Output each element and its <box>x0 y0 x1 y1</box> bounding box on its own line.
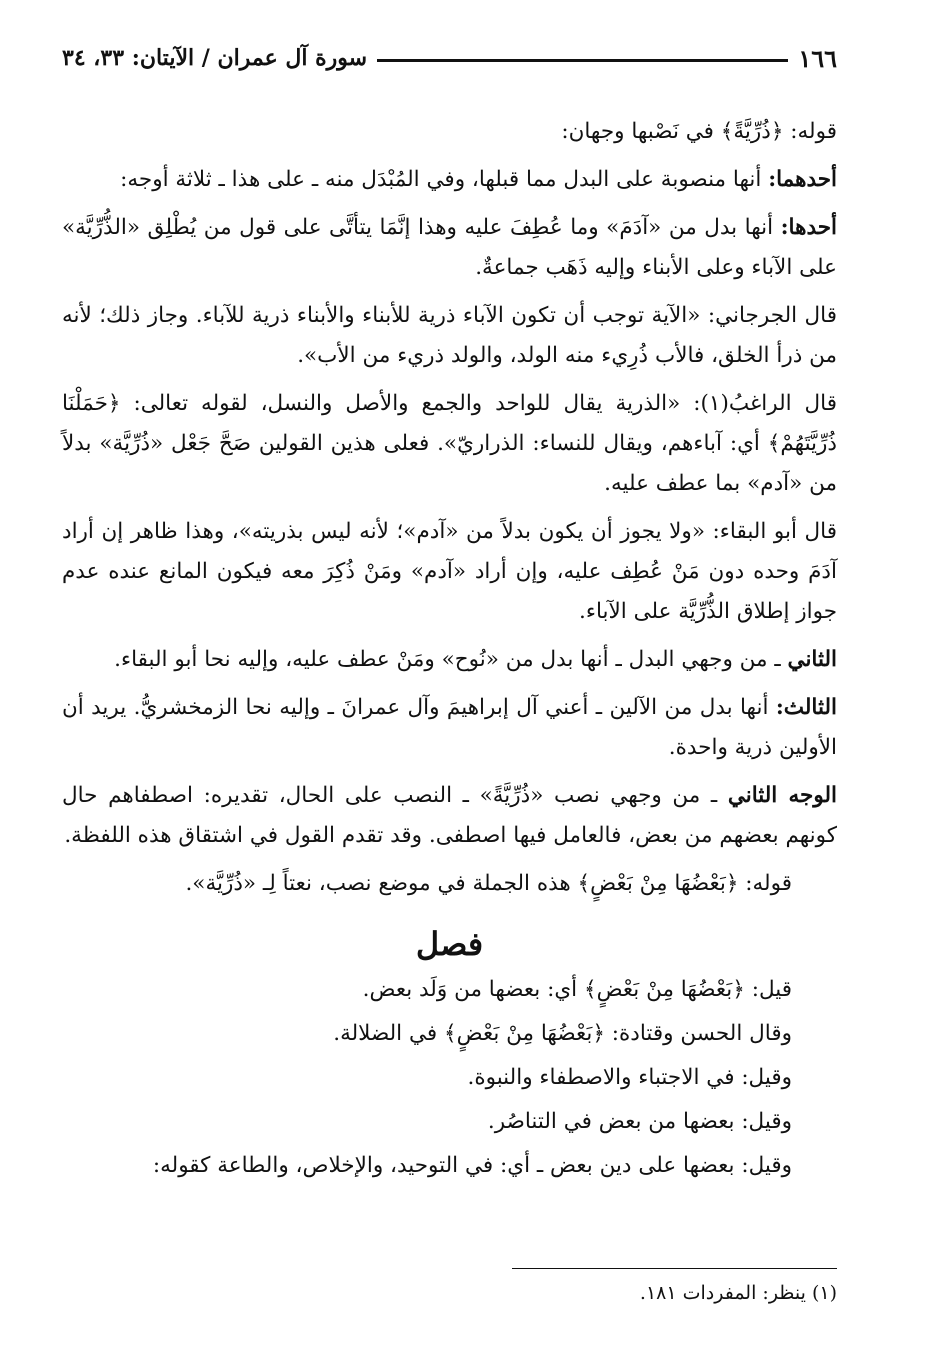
footnote: (١) ينظر: المفردات ١٨١. <box>639 1282 837 1304</box>
paragraph: قال الجرجاني: «الآية توجب أن تكون الآباء ذرية للأبناء والأبناء ذرية للآباء. وجاز ذلك؛ لأنه من ذرأ الخلق، فالأب ذُرِيء منه الولد، والولد ذريء من الأب». <box>62 303 837 368</box>
paragraph <box>62 208 837 288</box>
paragraph-text: ـ من وجهي البدل ـ أنها بدل من «نُوح» ومَنْ عطف عليه، وإليه نحا أبو البقاء. <box>114 647 781 672</box>
paragraph <box>62 640 837 680</box>
paragraph-text: أنها بدل من الآلين ـ أعني آل إبراهيمَ وآل عمرانَ ـ وإليه نحا الزمخشريُّ. يريد أن الأولين ذرية واحدة. <box>62 695 837 760</box>
paragraph: قوله: ﴿ذُرِّيَّةً﴾ في نَصْبها وجهان: <box>561 119 837 144</box>
paragraph: قوله: ﴿بَعْضُهَا مِنْ بَعْضٍ﴾ هذه الجملة في موضع نصب، نعتاً لِـ «ذُرِّيَّة». <box>185 871 792 896</box>
list-item: وقيل: في الاجتباء والاصطفاء والنبوة. <box>467 1065 792 1090</box>
page-header <box>62 38 837 78</box>
footnote-rule <box>512 1268 837 1269</box>
paragraph-lead: أحدها: <box>780 215 837 240</box>
list-item: وقيل: بعضها على دين بعض ـ أي: في التوحيد، والإخلاص، والطاعة كقوله: <box>152 1153 792 1178</box>
paragraph-lead: الوجه الثاني <box>727 783 837 808</box>
paragraph <box>62 160 837 200</box>
list-item: وقيل: بعضها من بعض في التناصُر. <box>487 1109 792 1134</box>
paragraph-lead: الثالث: <box>775 695 837 720</box>
paragraph <box>62 776 837 856</box>
paragraph: قال الراغبُ(١): «الذرية يقال للواحد والجمع والأصل والنسل، لقوله تعالى: ﴿حَمَلْنَا ذُرِّيَّتَهُمْ﴾ أي: آباءهم، ويقال للنساء: الذراريّ». فعلى هذين القولين صَحَّ جَعْل «ذُرِّيَّة» بدلاً من «آدم» بما عطف عليه. <box>62 391 838 496</box>
header-rule <box>377 59 788 62</box>
list-item: وقال الحسن وقتادة: ﴿بَعْضُهَا مِنْ بَعْضٍ﴾ في الضلالة. <box>333 1021 792 1046</box>
paragraph-text: أنها منصوبة على البدل مما قبلها، وفي المُبْدَل منه ـ على هذا ـ ثلاثة أوجه: <box>120 167 762 192</box>
paragraph: قال أبو البقاء: «ولا يجوز أن يكون بدلاً من «آدم»؛ لأنه ليس بذريته»، وهذا ظاهر إن أراد آدَمَ وحده دون مَنْ عُطِف عليه، وإن أراد «آدم» ومَنْ ذُكِرَ معه فيكون المانع عنده عدم جواز إطلاق الذُّرِّيَّة على الآباء. <box>62 519 837 624</box>
opinions-list <box>62 970 837 1186</box>
paragraph-lead: أحدهما: <box>768 167 837 192</box>
main-text <box>62 112 837 1190</box>
paragraph <box>62 688 837 768</box>
paragraph-lead: الثاني <box>787 647 837 672</box>
section-heading: فصل <box>415 925 484 963</box>
running-title: سورة آل عمران / الآيتان: ٣٣، ٣٤ <box>62 45 368 71</box>
paragraph-text: ـ من وجهي نصب «ذُرِّيَّةً» ـ النصب على الحال، تقديره: اصطفاهم حال كونهم بعضهم من بعض، فالعامل فيها اصطفى. وقد تقدم القول في اشتقاق هذه اللفظة. <box>62 783 837 848</box>
list-item: قيل: ﴿بَعْضُهَا مِنْ بَعْضٍ﴾ أي: بعضها من وَلَد بعض. <box>362 977 792 1002</box>
page-number: ١٦٦ <box>798 43 837 73</box>
paragraph-text: أنها بدل من «آدَمَ» وما عُطِفَ عليه وهذا إنَّمَا يتأتَّى على قول من يُطْلِق «الذُّرِّيَّة» على الآباء وعلى الأبناء وإليه ذَهَب جماعةٌ. <box>62 215 837 280</box>
